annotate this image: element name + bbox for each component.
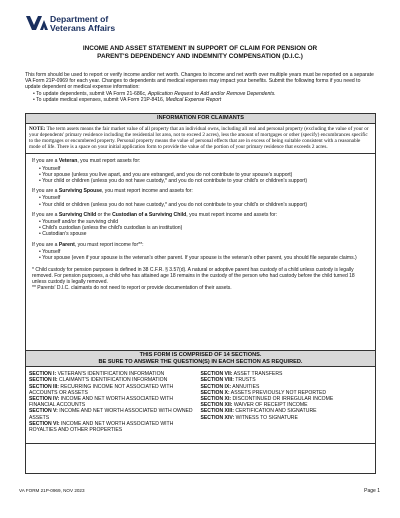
- list-item: • Your spouse (unless you live apart, and you are estranged, and you do not contribute to your spouse's support): [39, 172, 369, 178]
- list-item: • Yourself: [39, 166, 369, 172]
- section-title: WAIVER OF RECEIPT INCOME: [232, 402, 308, 409]
- list-item: • Your child or children (unless you do not have custody,* and you do not contribute to your child's or children's support): [39, 202, 369, 208]
- intro-bullet-1-text: To update dependents, submit VA Form 21-686c,: [36, 90, 148, 97]
- intro-section: [25, 72, 377, 103]
- list-item: • Yourself: [39, 195, 369, 201]
- note-label: NOTE:: [29, 126, 46, 132]
- veteran-role: Veteran: [58, 158, 78, 165]
- intro-bullet-2-text: To update medical expenses, submit VA Form 21P-8416,: [36, 96, 166, 103]
- section-number: SECTION XII:: [200, 402, 233, 409]
- section-entry: [29, 396, 201, 408]
- section-title: ASSETS PREVIOUSLY NOT REPORTED: [229, 389, 327, 396]
- form-title: [20, 45, 380, 61]
- va-logo-icon: [26, 16, 48, 30]
- section-title: INCOME AND NET WORTH ASSOCIATED WITH OWNED ASSETS: [29, 408, 193, 421]
- section-title: CERTIFICATION AND SIGNATURE: [233, 408, 317, 415]
- parent-role: Parent: [58, 241, 75, 248]
- parent-intro: If you are a: [32, 241, 59, 248]
- list-item: • Yourself and/or the surviving child: [39, 219, 369, 225]
- section-title: TRUSTS: [233, 377, 256, 384]
- section-number: SECTION XIV:: [200, 414, 235, 421]
- sections-heading: [26, 351, 375, 367]
- section-title: ANNUITIES: [231, 383, 260, 390]
- section-number: SECTION X:: [200, 389, 230, 396]
- section-number: SECTION XI:: [200, 396, 232, 402]
- veteran-section: [26, 158, 375, 261]
- section-number: SECTION XIII:: [200, 408, 234, 415]
- section-entry: [29, 408, 201, 420]
- logo-line-1: Department of: [50, 14, 109, 24]
- intro-bullet-2-form: Medical Expense Report: [165, 96, 222, 103]
- parent-post: , you must report income for**:: [74, 241, 144, 248]
- list-item: • Custodian's spouse: [39, 231, 369, 237]
- section-entry: [29, 384, 201, 396]
- footnote-parents: ** Parents' D.I.C. claimants do not need to report or provide documentation of their assets.: [32, 285, 232, 292]
- child-intro: If you are a: [32, 211, 59, 218]
- sections-left-column: [29, 371, 201, 433]
- section-number: SECTION IV:: [29, 396, 60, 402]
- section-title: VETERAN'S IDENTIFICATION INFORMATION: [56, 371, 165, 378]
- intro-bullet: [33, 97, 377, 103]
- sections-right-column: [201, 371, 373, 433]
- section-number: SECTION I:: [29, 371, 57, 378]
- section-number: SECTION IX:: [200, 383, 232, 390]
- child-mid: or the: [96, 211, 113, 218]
- section-number: SECTION V:: [29, 408, 58, 415]
- page-number: Page 1: [364, 488, 380, 494]
- section-number: SECTION VI:: [29, 420, 60, 427]
- section-title: DISCONTINUED OR IRREGULAR INCOME: [231, 396, 334, 402]
- title-line-2: PARENT'S DEPENDENCY AND INDEMNITY COMPENSATION (D.I.C.): [97, 53, 303, 60]
- list-item: • Yourself: [39, 249, 369, 255]
- logo-line-2: Veterans Affairs: [50, 23, 116, 33]
- form-number: VA FORM 21P-0969, NOV 2023: [19, 488, 85, 493]
- list-item: • Child's custodian (unless the child's custodian is an institution): [39, 225, 369, 231]
- spouse-intro: If you are a: [32, 188, 59, 195]
- section-title: INCOME AND NET WORTH ASSOCIATED WITH FINANCIAL ACCOUNTS: [29, 396, 174, 409]
- spouse-post: , you must report income and assets for:: [101, 188, 193, 195]
- title-line-1: INCOME AND ASSET STATEMENT IN SUPPORT OF CLAIM FOR PENSION OR: [82, 45, 318, 52]
- intro-bullet-1-form: Application Request to Add and/or Remove Dependents.: [147, 90, 276, 97]
- child-role: Surviving Child: [58, 211, 97, 218]
- section-number: SECTION II:: [29, 377, 58, 384]
- list-item: • Your spouse (even if your spouse is the veteran's other parent. If your spouse is the veteran's other parent, you should file separate claims.): [39, 255, 369, 261]
- footnote-custody: * Child custody for pension purposes is defined in 38 C.F.R. § 3.57(d). A natural or adoptive parent has custody of a child unless custody is legally removed. For pension purposes, a child who has attained age 18 remains in the custody of the person who had custody before the child turned 18 unless custody is legally removed.: [32, 267, 355, 286]
- section-title: INCOME AND NET WORTH ASSOCIATED WITH ROYALTIES AND OTHER PROPERTIES: [29, 420, 174, 434]
- footnotes: [26, 267, 375, 291]
- section-entry: [201, 415, 373, 421]
- section-title: ASSET TRANSFERS: [232, 371, 283, 378]
- section-entry: [29, 421, 201, 433]
- sections-box: [25, 350, 376, 474]
- list-item: • Your child or children (unless you do not have custody,* and you do not contribute to your child's or children's support): [39, 178, 369, 184]
- custodian-role: Custodian of a Surviving Child: [112, 211, 187, 218]
- assets-note: [26, 124, 375, 154]
- veteran-post: , you must report assets for:: [77, 158, 141, 165]
- section-title: WITNESS TO SIGNATURE: [234, 414, 298, 421]
- section-number: SECTION VIII:: [200, 377, 234, 384]
- child-post: , you must report income and assets for:: [186, 211, 278, 218]
- intro-text: This form should be used to report or verify income and/or net worth. Changes to income and net worth over multiple years must be reported on a separate VA Form 21P-0969 for each year. Changes to dependents and medical expenses may impact your benefits. Submit the following forms if you need to update dependent or medical expense information:: [25, 72, 374, 91]
- section-title: CLAIMANT'S IDENTIFICATION INFORMATION: [57, 377, 168, 384]
- section-number: SECTION VII:: [200, 371, 233, 378]
- section-title: RECURRING INCOME NOT ASSOCIATED WITH ACCOUNTS OR ASSETS: [29, 383, 174, 396]
- veteran-intro: If you are a: [32, 158, 59, 165]
- section-number: SECTION III:: [29, 383, 59, 390]
- sections-heading-1: THIS FORM IS COMPRISED OF 14 SECTIONS.: [139, 352, 262, 358]
- va-logo: [26, 10, 146, 42]
- spouse-role: Surviving Spouse: [58, 188, 102, 195]
- sections-heading-2: BE SURE TO ANSWER THE QUESTION(S) IN EACH SECTION AS REQUIRED.: [98, 358, 303, 365]
- note-text: The term assets means the fair market value of all property that an individual owns, including all real and personal property (excluding the value of your or your dependents' primary residence including the residential lot area, not to exceed 2 acres), less the amount of mortgages or other (specify) encumbrances specific to the mortgages or encumbered property. Personal property means the value of personal effects that are in excess of being suitable consistent with a reasonable mode of life. There is a space on your initial application form to provide the value of the portion of your primary residence that exceeds 2 acres.: [29, 126, 369, 151]
- claimant-info-heading: INFORMATION FOR CLAIMANTS: [26, 114, 375, 124]
